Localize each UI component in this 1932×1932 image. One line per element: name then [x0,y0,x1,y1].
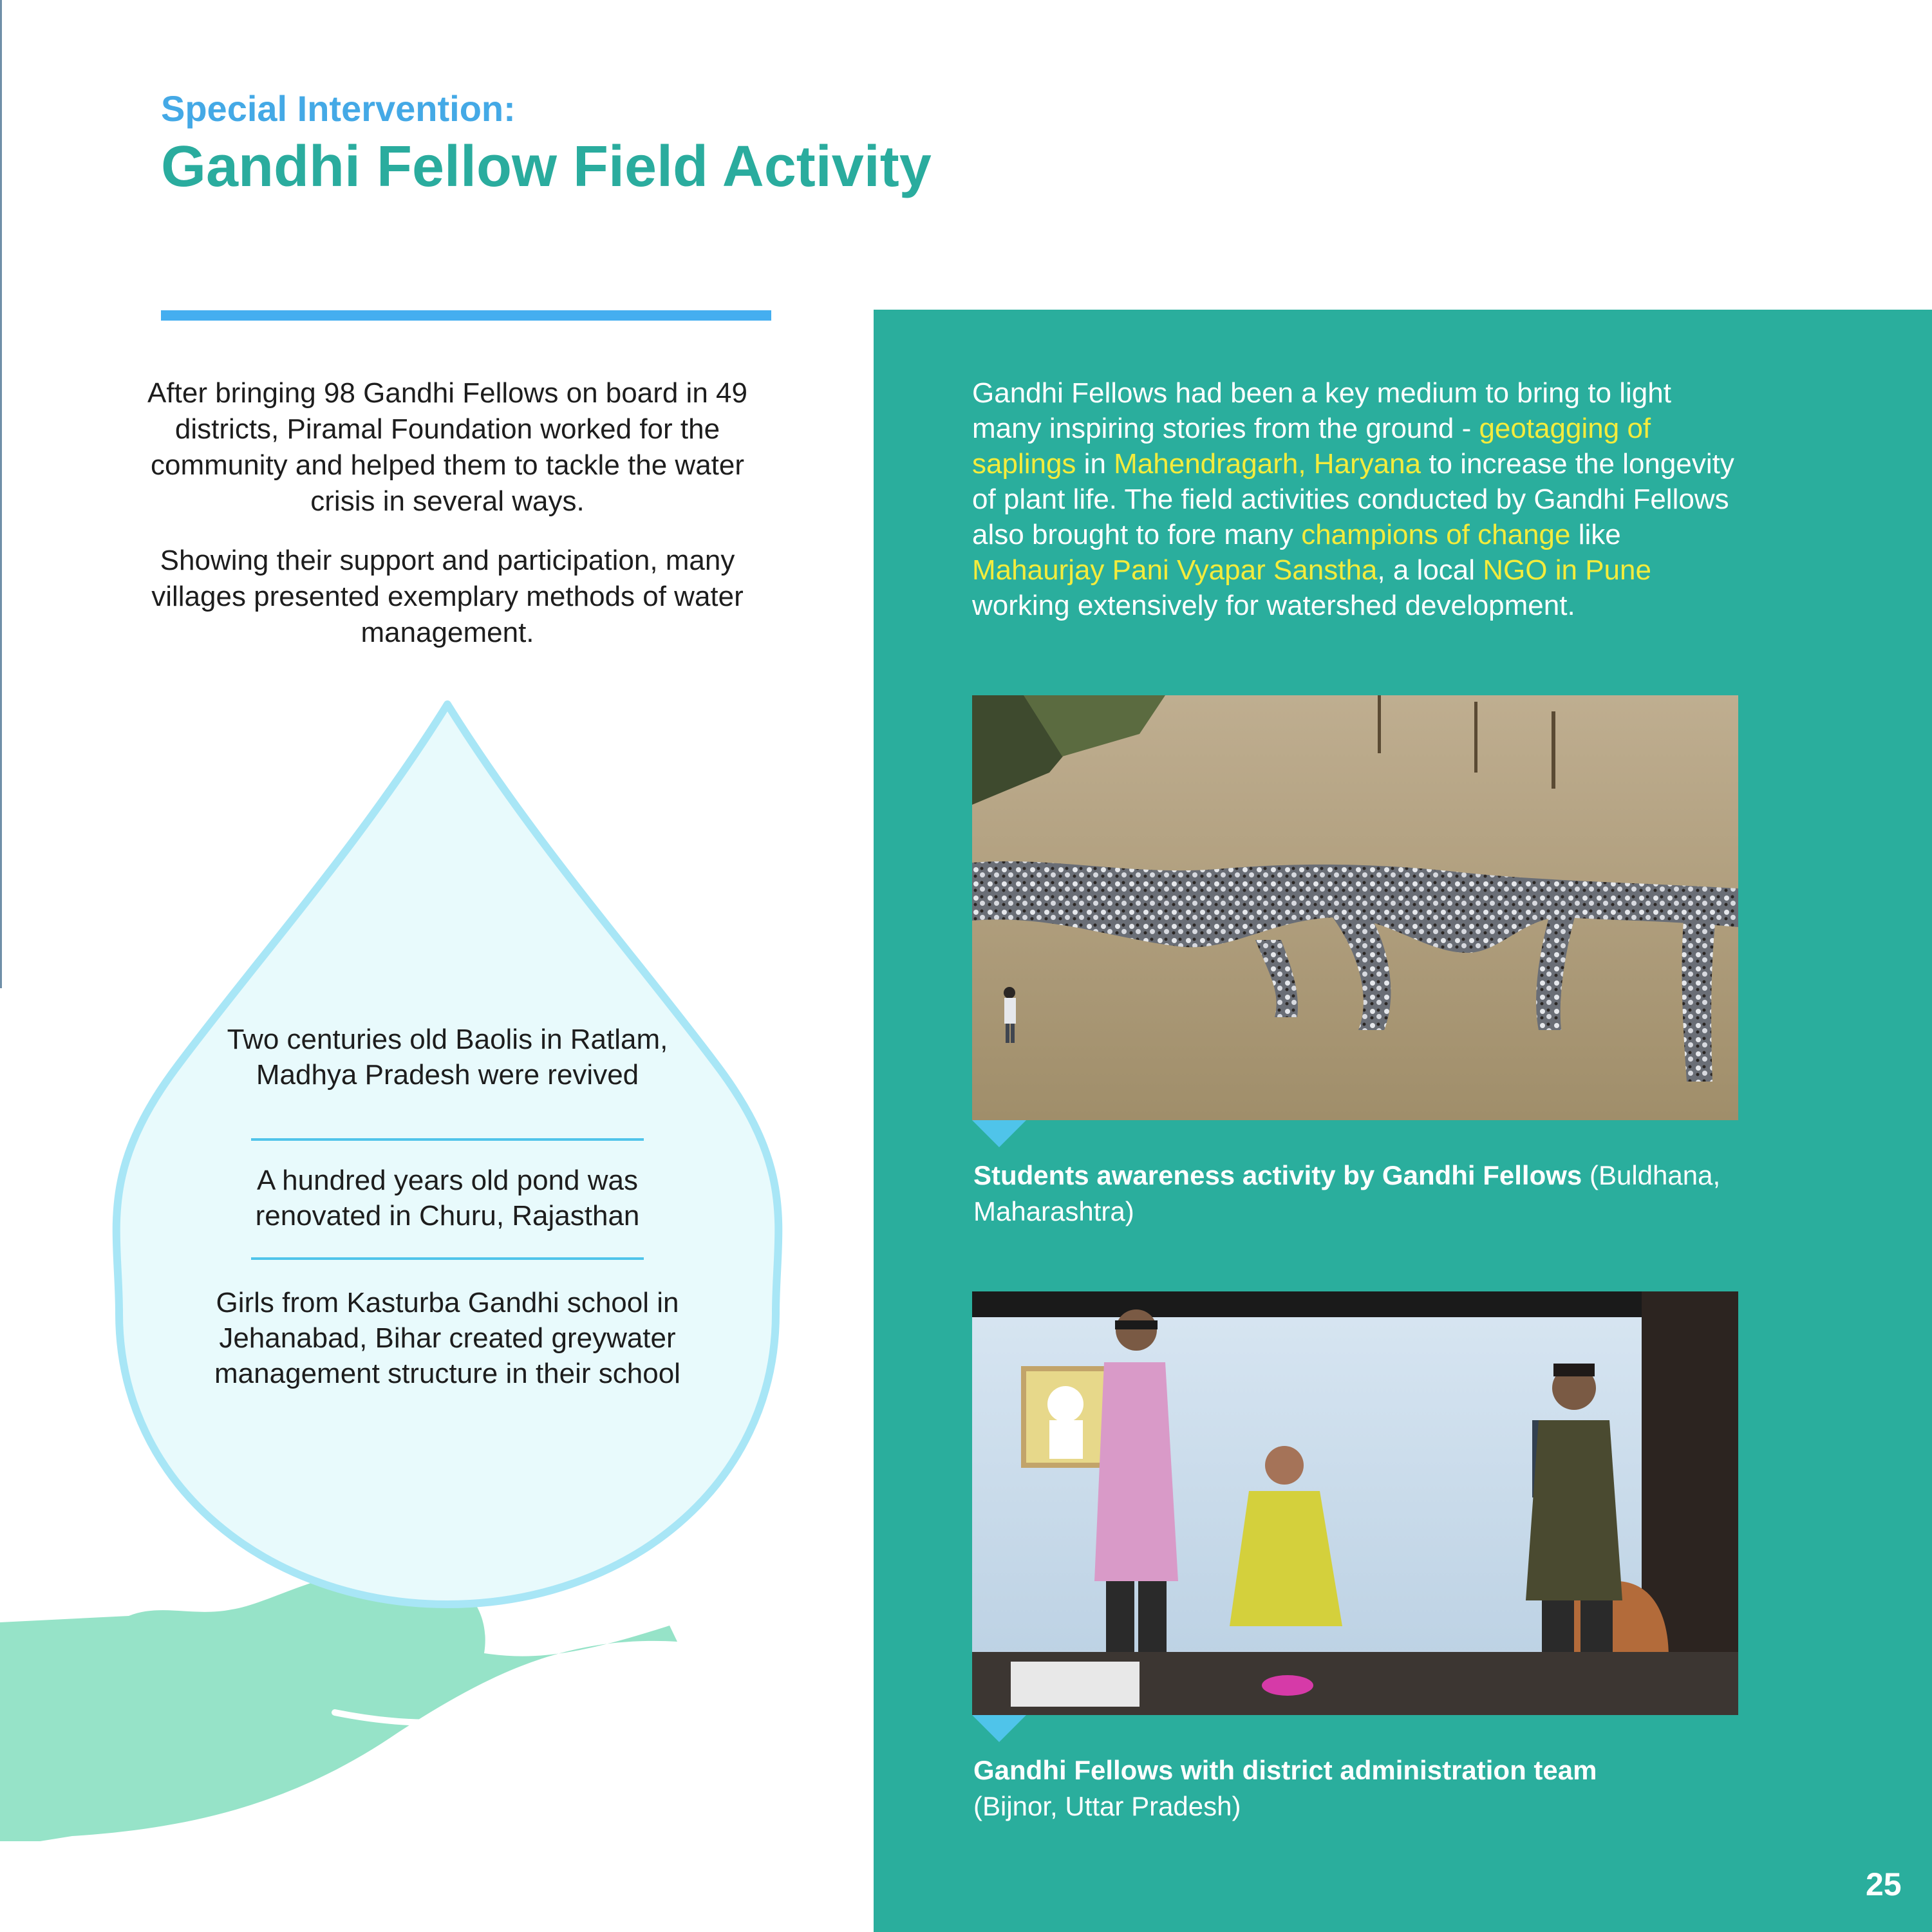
drop-item-baolis: Two centuries old Baolis in Ratlam, Madhya Pradesh were revived [227,1024,668,1091]
drop-divider [251,1257,644,1260]
caption-bold-text: Students awareness activity by Gandhi Fellows [973,1160,1582,1190]
caption-pointer-icon [972,1715,1026,1742]
caption-location: (Buldhana, Maharashtra) [973,1160,1721,1226]
title-underline-bar [161,310,771,321]
story-text: , a local [1377,554,1483,586]
story-highlight: champions of change [1301,519,1571,550]
water-drop-hand-illustration [0,695,837,1841]
story-highlight: Mahaurjay Pani Vyapar Sanstha [972,554,1378,586]
students-awareness-photo [972,695,1738,1120]
page-title: Gandhi Fellow Field Activity [161,135,932,199]
story-text: in [1076,448,1114,480]
intro-paragraph-2: Showing their support and participation, many villages presented exemplary methods of water management. [151,545,744,648]
intro-paragraph-1: After bringing 98 Gandhi Fellows on board in 49 districts, Piramal Foundation worked for the community and helped them to tackle the water crisis in several ways. [147,377,747,517]
photo2-caption [973,1752,1746,1824]
hand-icon [0,1568,677,1841]
caption-bold-text: Gandhi Fellows with district administration team [973,1755,1597,1785]
story-highlight: NGO in Pune [1483,554,1651,586]
drop-item-greywater: Girls from Kasturba Gandhi school in Jehanabad, Bihar created greywater management structure in their school [214,1287,680,1389]
water-drop-icon [117,704,779,1604]
caption-pointer-icon [972,1120,1026,1147]
section-subheading: Special Intervention: [161,88,516,129]
story-highlight: Mahendragarh, Haryana [1114,448,1421,480]
page-number: 25 [1866,1866,1902,1902]
story-text: working extensively for watershed development. [972,590,1575,621]
story-highlight: geotagging of saplings [972,413,1651,480]
drop-divider [251,1138,644,1141]
story-text: like [1570,519,1621,550]
caption-location: (Bijnor, Uttar Pradesh) [973,1791,1241,1821]
story-text: to increase the longevity of plant life. The field activities conducted by Gandhi Fellows also brought to fore many [972,448,1734,550]
story-text: Gandhi Fellows had been a key medium to bring to light many inspiring stories from the ground - [972,377,1671,444]
photo1-caption [973,1158,1746,1230]
stories-paragraph [972,375,1745,623]
drop-item-pond: A hundred years old pond was renovated in Churu, Rajasthan [255,1165,640,1232]
district-administration-photo [972,1291,1738,1715]
